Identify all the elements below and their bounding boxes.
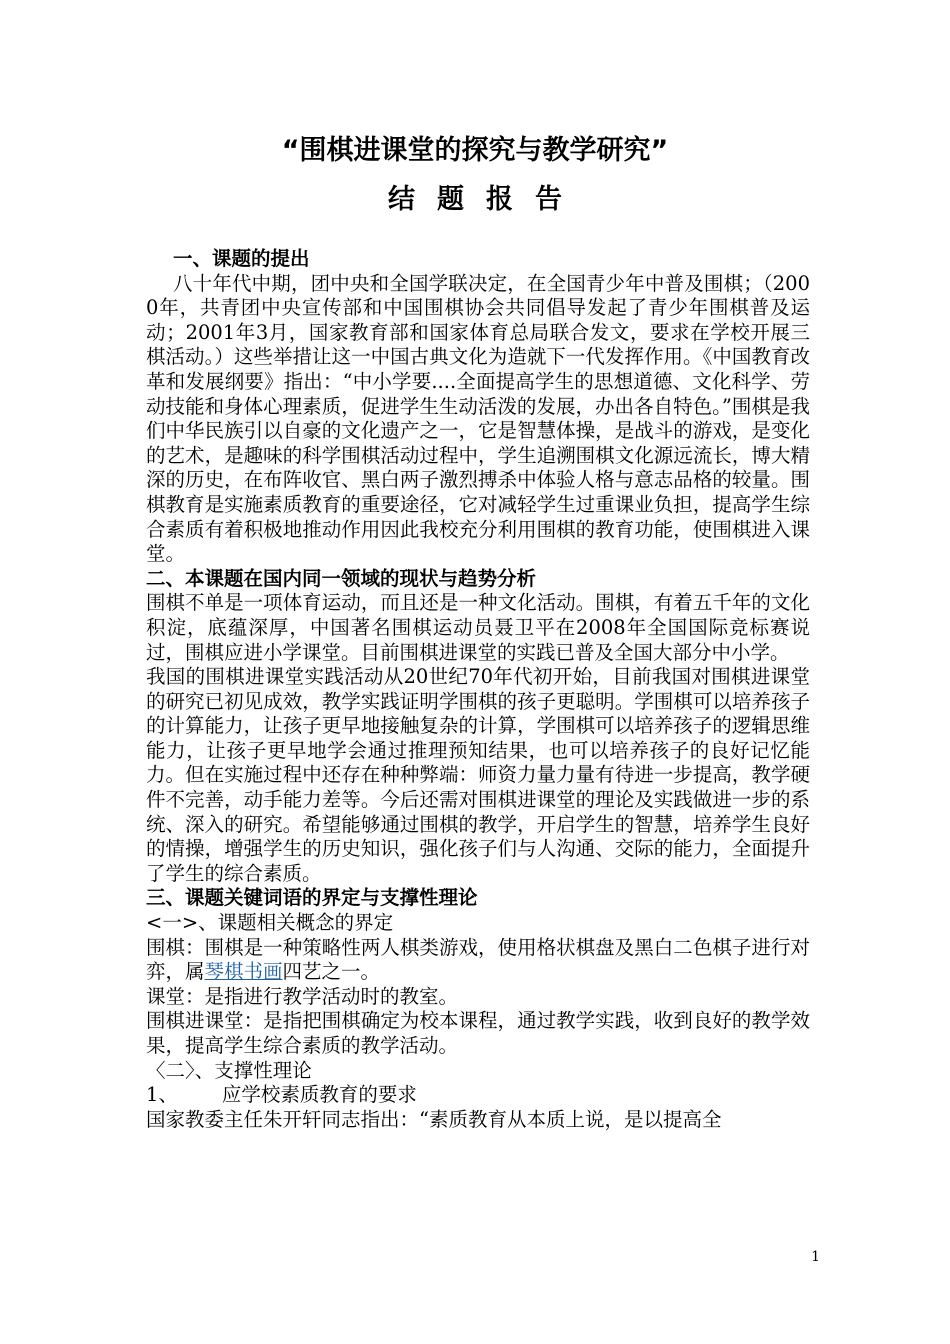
qin-qi-shu-hua-link[interactable]: 琴棋书画 (204, 960, 283, 984)
section-3-subheading-2: 〈二〉、支撑性理论 (146, 1058, 312, 1082)
section-1-heading: 一、课题的提出 (173, 247, 310, 270)
list-item-1-number: 1、 (146, 1083, 178, 1107)
page-number: 1 (811, 1249, 820, 1265)
definition-weiqi-text-after: 四艺之一。 (282, 960, 381, 984)
section-2-paragraph-1: 围棋不单是一项体育运动，而且还是一种文化活动。围棋，有着五千年的文化积淀，底蕴深厚，中国著名围棋运动员聂卫平在2008年全国国际竞标赛说过，围棋应进小学课堂。目前围棋进课堂的实践已普及全国大部分中小学。 (146, 591, 810, 664)
section-3-definition-weiqi (146, 936, 810, 985)
document-body (146, 247, 810, 1132)
section-2-paragraph-2: 我国的围棋进课堂实践活动从20世纪70年代初开始，目前我国对围棋进课堂的研究已初见成效，教学实践证明学围棋的孩子更聪明。学围棋可以培养孩子的计算能力，让孩子更早地接触复杂的计算，学围棋可以培养孩子的逻辑思维能力，让孩子更早地学会通过推理预知结果，也可以培养孩子的良好记忆能力。但在实施过程中还存在种种弊端：师资力量力量有待进一步提高，教学硬件不完善，动手能力差等。今后还需对围棋进课堂的理论及实践做进一步的系统、深入的研究。希望能够通过围棋的教学，开启学生的智慧，培养学生良好的情操，增强学生的历史知识，强化孩子们与人沟通、交际的能力，全面提升了学生的综合素质。 (146, 665, 810, 885)
list-item-1-text: 应学校素质教育的要求 (221, 1083, 417, 1107)
section-1-paragraph: 八十年代中期，团中央和全国学联决定，在全国青少年中普及围棋；（2000年，共青团中央宣传部和中国围棋协会共同倡导发起了青少年围棋普及运动；2001年3月，国家教育部和国家体育总局联合发文，要求在学校开展三棋活动。）这些举措让这一中国古典文化为造就下一代发挥作用。《中国教育改革和发展纲要》指出：“中小学要....全面提高学生的思想道德、文化科学、劳动技能和身体心理素质，促进学生生动活泼的发展，办出各自特色。”围棋是我们中华民族引以自豪的文化遗产之一，它是智慧体操，是战斗的游戏，是变化的艺术，是趣味的科学围棋活动过程中，学生追溯围棋文化源远流长，博大精深的历史，在布阵收官、黑白两子激烈搏杀中体验人格与意志品格的较量。围棋教育是实施素质教育的重要途径，它对减轻学生过重课业负担，提高学生综合素质有着积极地推动作用因此我校充分利用围棋的教育功能，使围棋进入课堂。 (146, 271, 810, 566)
section-3-definition-weiqi-classroom: 围棋进课堂：是指把围棋确定为校本课程，通过教学实践，收到良好的教学效果，提高学生综合素质的教学活动。 (146, 1009, 810, 1057)
definition-weiqi-text-before: 围棋：围棋是一种策略性两人棋类游戏，使用格状棋盘及黑白二色棋子进行对弈，属 (146, 935, 810, 984)
section-3-definition-classroom: 课堂：是指进行教学活动时的教室。 (146, 984, 459, 1008)
section-3-heading: 三、课题关键词语的界定与支撑性理论 (146, 886, 478, 910)
section-3-subheading-1: <一>、课题相关概念的界定 (146, 911, 394, 935)
section-2-heading: 二、本课题在国内同一领域的现状与趋势分析 (146, 566, 537, 590)
section-3-list-item-1 (146, 1083, 810, 1108)
document-subtitle: 结题报告 (388, 184, 584, 215)
section-3-paragraph-quote: 国家教委主任朱开轩同志指出：“素质教育从本质上说，是以提高全 (146, 1107, 722, 1131)
document-title: “围棋进课堂的探究与教学研究” (281, 135, 669, 166)
